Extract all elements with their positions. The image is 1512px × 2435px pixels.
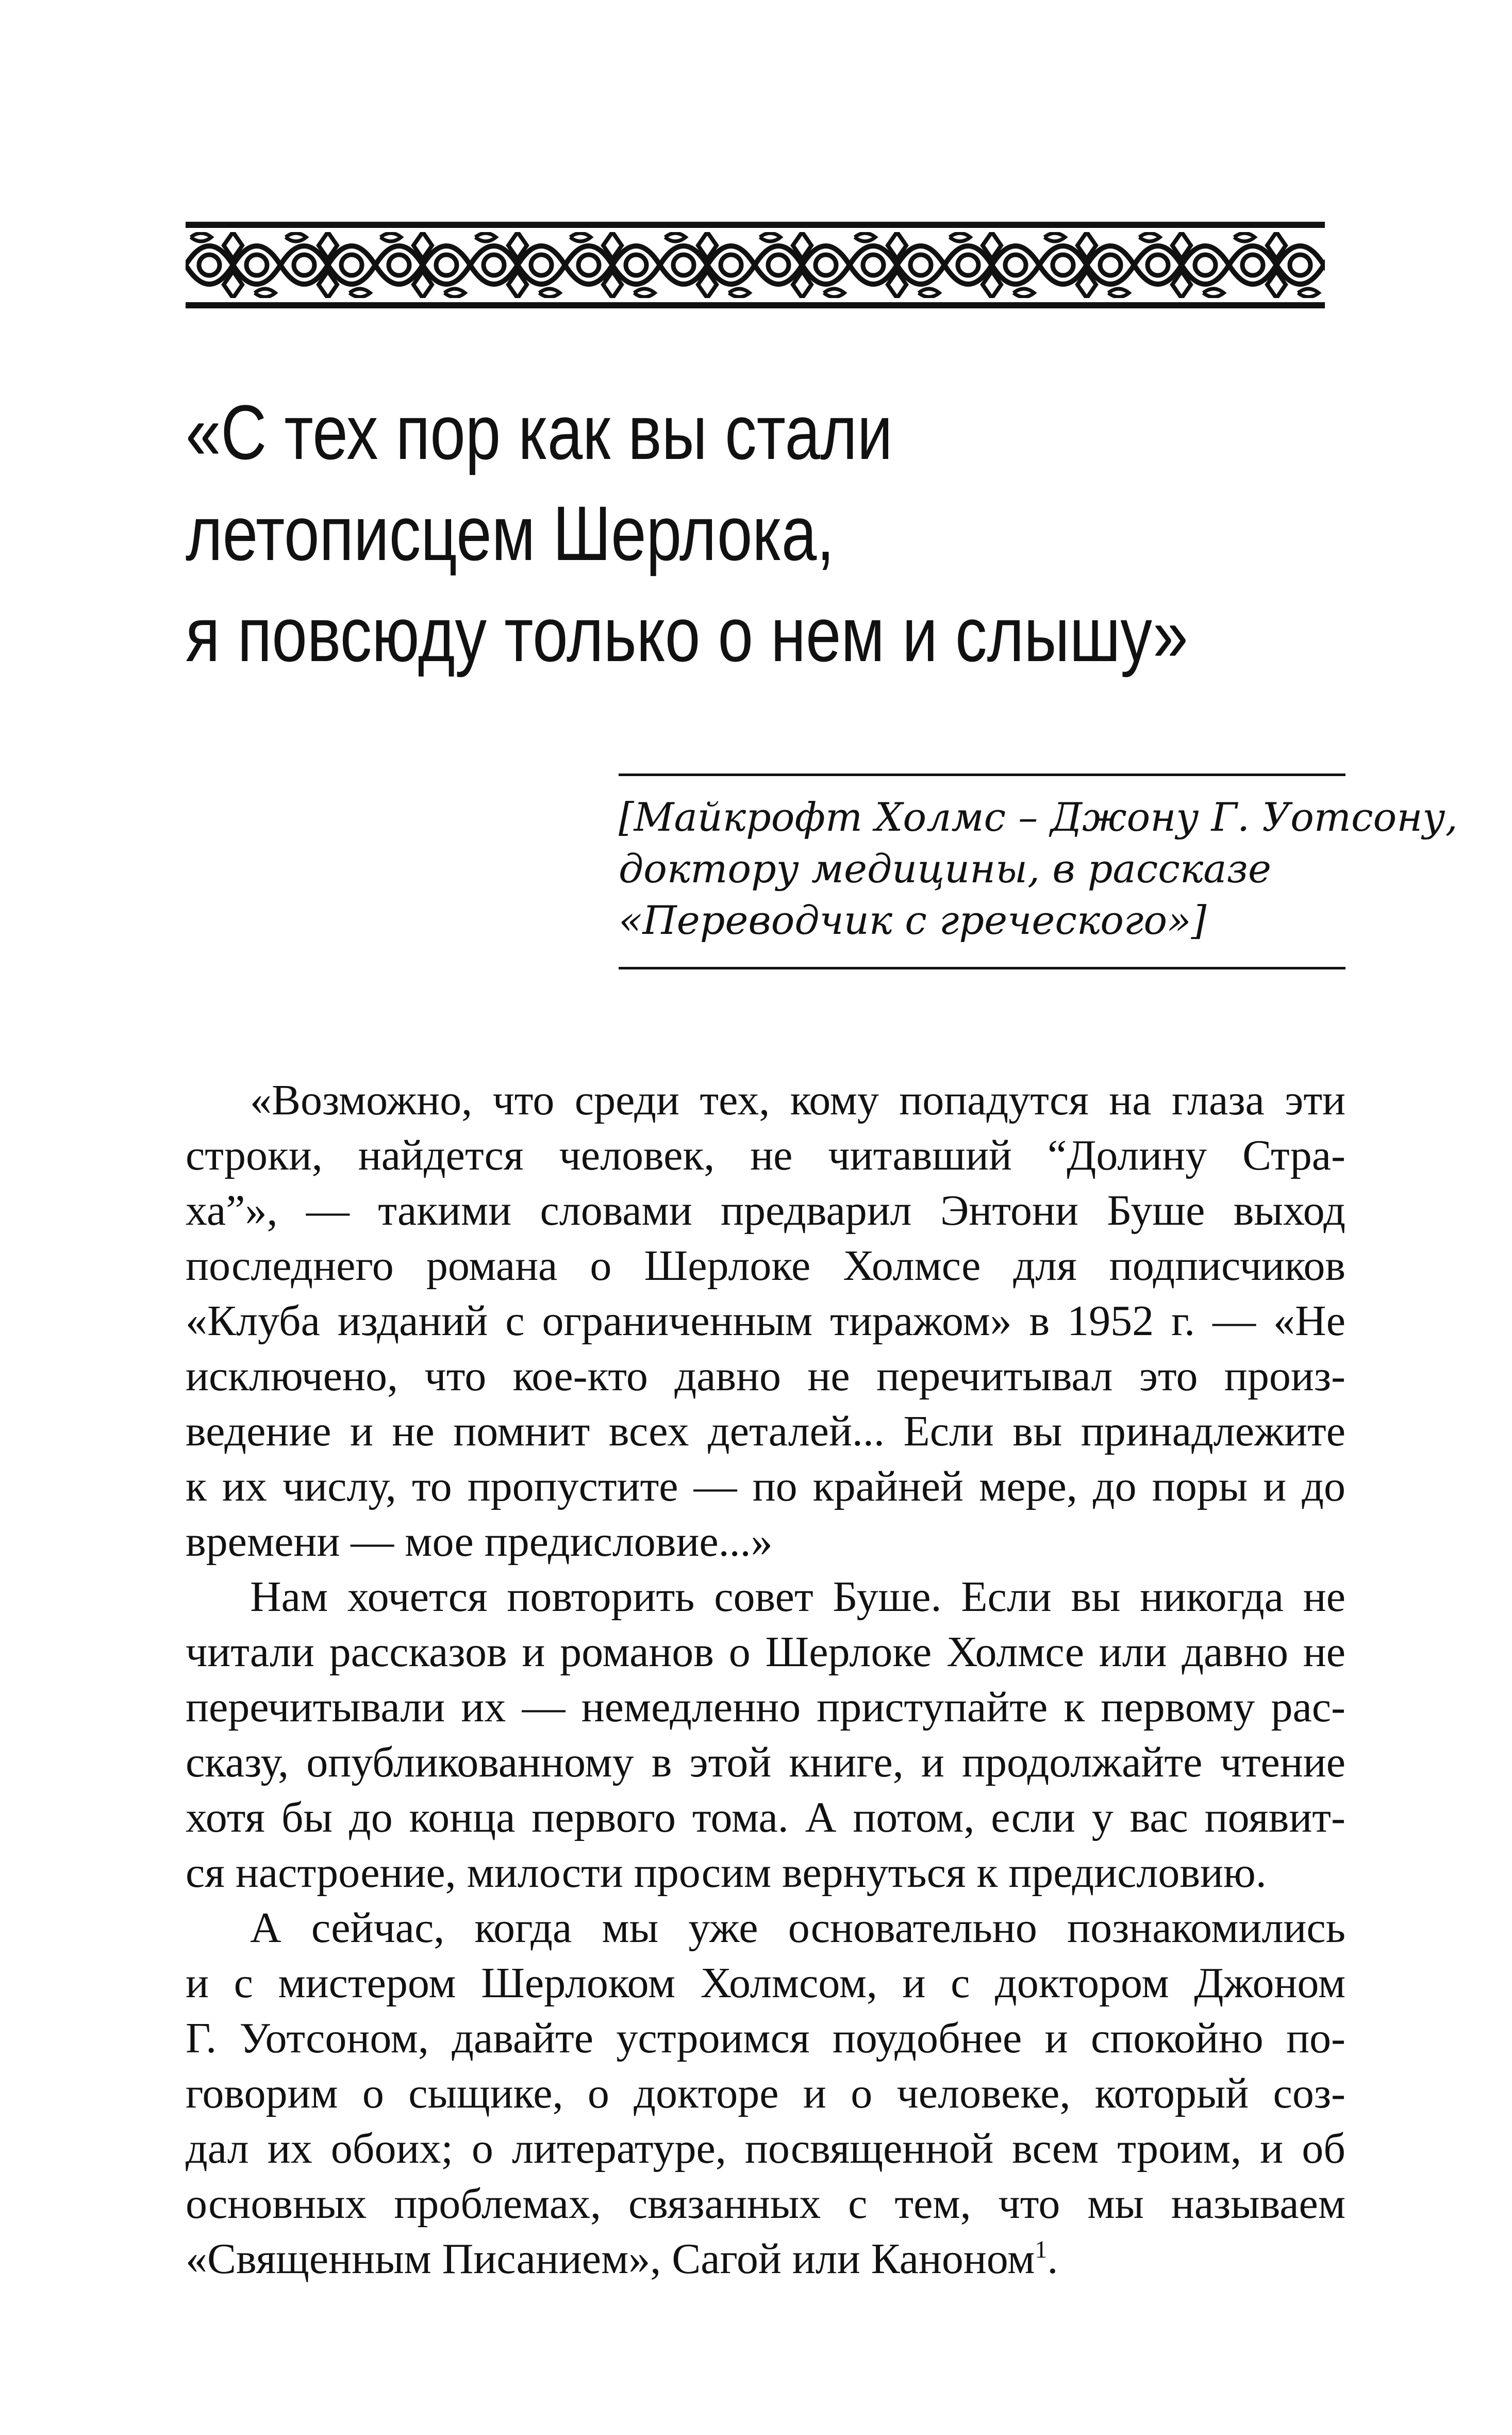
text-line: «Возможно, что среди тех, кому попадутся на глаза эти: [250, 1076, 1345, 1124]
paragraph: [186, 1073, 1345, 1569]
text-line: читали рассказов и романов о Шерлоке Холмсе или давно не: [186, 1628, 1345, 1676]
text-line: ха”», — такими словами предварил Энтони Буше выход: [186, 1187, 1345, 1235]
text-line: к их числу, то пропустите — по крайней мере, до поры и до: [186, 1462, 1345, 1510]
epigraph-line: доктору медицины, в рассказе: [619, 846, 1271, 892]
paragraph: [186, 1900, 1345, 2286]
title-line: я повсюду только о нем и слышу»: [186, 591, 1188, 678]
last-line-text: «Священным Писанием», Сагой или Каноном: [186, 2235, 1035, 2283]
text-line: дал их обоих; о литературе, посвященной всем троим, и об: [186, 2125, 1345, 2173]
text-line: [186, 2231, 1345, 2286]
text-line: строки, найдется человек, не читавший “Долину Стра-: [186, 1131, 1345, 1179]
epigraph-text: [619, 776, 1458, 967]
text-line: ся настроение, милости просим вернуться к предисловию.: [186, 1849, 1267, 1897]
body-text: [186, 1073, 1345, 2286]
text-line: «Клуба изданий с ограниченным тиражом» в 1952 г. — «Не: [186, 1297, 1345, 1345]
text-line: Нам хочется повторить совет Буше. Если вы никогда не: [250, 1573, 1345, 1621]
ornamental-border-band: [186, 222, 1325, 308]
text-line: основных проблемах, связанных с тем, что мы называем: [186, 2180, 1345, 2228]
text-line: говорим о сыщике, о докторе и о человеке, который соз-: [186, 2069, 1345, 2117]
text-line: ведение и не помнит всех деталей... Если вы принадлежите: [186, 1407, 1345, 1455]
text-line: перечитывали их — немедленно приступайте к первому рас-: [186, 1683, 1345, 1731]
chapter-title: [186, 382, 1188, 685]
epigraph-line: «Переводчик с греческого»]: [619, 897, 1207, 943]
paragraph: [186, 1569, 1345, 1900]
title-line: летописцем Шерлока,: [186, 490, 835, 577]
text-line: сказу, опубликованному в этой книге, и продолжайте чтение: [186, 1738, 1345, 1786]
footnote-marker[interactable]: 1: [1035, 2236, 1048, 2263]
text-line: последнего романа о Шерлоке Холмсе для подписчиков: [186, 1242, 1345, 1290]
text-line: и с мистером Шерлоком Холмсом, и с доктором Джоном: [186, 1959, 1345, 2007]
title-line: «С тех пор как вы стали: [186, 389, 893, 475]
text-line: Г. Уотсоном, давайте устроимся поудобнее и спокойно по-: [186, 2014, 1345, 2062]
text-line: хотя бы до конца первого тома. А потом, если у вас появит-: [186, 1794, 1345, 1841]
text-line: А сейчас, когда мы уже основательно познакомились: [250, 1904, 1345, 1952]
epigraph-line: [Майкрофт Холмс – Джону Г. Уотсону,: [619, 794, 1458, 840]
epigraph: [619, 774, 1458, 969]
epigraph-bottom-rule: [619, 967, 1345, 969]
text-line: времени — мое предисловие...»: [186, 1518, 773, 1566]
closing-period: .: [1047, 2235, 1058, 2283]
text-line: исключено, что кое-кто давно не перечитывал это произ-: [186, 1352, 1345, 1400]
